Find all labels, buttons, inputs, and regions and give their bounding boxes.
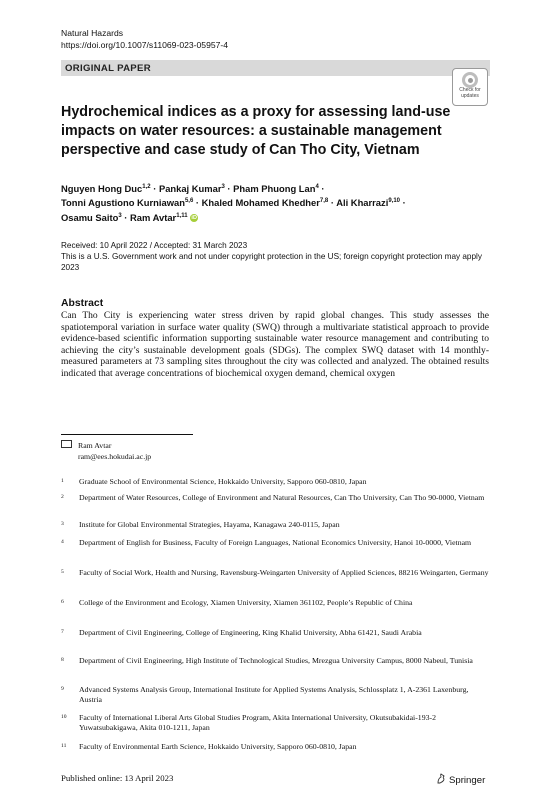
affiliation-10: 10 Faculty of International Liberal Arts Global Studies Program, Akita International University, Okutsubakidai-193-2 Yuwatsubakigawa, Akita 010-1211, Japan	[61, 713, 436, 733]
affiliation-4: 4 Department of English for Business, Faculty of Foreign Languages, National Economics University, Hanoi 10-0000, Vietnam	[61, 538, 472, 547]
corresponding-author	[61, 440, 151, 462]
published-online: Published online: 13 April 2023	[61, 773, 174, 783]
affiliation-3: 3 Institute for Global Environmental Strategies, Hayama, Kanagawa 240-0115, Japan	[61, 520, 340, 529]
author[interactable]: Osamu Saito$^3$	[61, 211, 122, 223]
doi-link[interactable]: https://doi.org/10.1007/s11069-023-05957-4	[61, 40, 229, 50]
check-for-updates-badge[interactable]	[452, 68, 488, 106]
springer-logo[interactable]	[436, 772, 485, 786]
affiliation-1: 1 Graduate School of Environmental Science, Hokkaido University, Sapporo 060-0810, Japan	[61, 477, 367, 486]
paper-title: Hydrochemical indices as a proxy for assessing land-use impacts on water resources: a sustainable management perspective and case study of Can Tho City, Vietnam	[61, 104, 451, 158]
check-updates-line2: updates	[461, 92, 479, 99]
journal-name: Natural Hazards	[61, 28, 124, 38]
affiliation-8: 8 Department of Civil Engineering, High Institute of Technological Studies, Mrezgua University Campus, 8000 Nabeul, Tunisia	[61, 656, 473, 665]
author[interactable]: Tonni Agustiono Kurniawan$^{5,6}$	[61, 197, 194, 209]
affiliation-5: 5 Faculty of Social Work, Health and Nursing, Ravensburg-Weingarten University of Applied Sciences, 88216 Weingarten, Germany	[61, 568, 489, 577]
corresponding-email[interactable]: ram@ees.hokudai.ac.jp	[78, 452, 152, 461]
orcid-icon[interactable]: iD	[191, 215, 197, 222]
footnote-rule	[61, 434, 193, 435]
author[interactable]: Khaled Mohamed Khedher$^{7,8}$	[201, 197, 329, 209]
corresponding-name: Ram Avtar	[78, 441, 112, 450]
envelope-icon	[61, 440, 72, 448]
affiliation-2: 2 Department of Water Resources, College of Environment and Natural Resources, Can Tho University, Can Tho 90-0000, Vietnam	[61, 493, 485, 502]
author[interactable]: Ram Avtar$^{1,11}$	[130, 211, 188, 223]
abstract-text: Can Tho City is experiencing water stress driven by rapid global changes. This study assesses the spatiotemporal variation in surface water quality (SWQ) through a multivariate statistical approach to provide evidence-based scientific information supporting sustainable water resource management and contributing to achieving the city’s sustainable development goals (SDGs). The complex SWQ dataset with 14 monthly-measured parameters at 73 sampling sites throughout the city was collected and analyzed. The obtained results indicated that average concentrations of biochemical oxygen demand, chemical oxygen	[61, 310, 489, 379]
author[interactable]: Pankaj Kumar$^3$	[158, 183, 225, 195]
author[interactable]: Nguyen Hong Duc$^{1,2}$	[61, 183, 151, 195]
check-updates-line1: Check for	[459, 87, 481, 93]
springer-horse-icon	[436, 773, 446, 784]
section-label: ORIGINAL PAPER	[65, 63, 151, 74]
article-dates	[61, 240, 491, 273]
abstract-heading: Abstract	[61, 298, 104, 309]
author[interactable]: Ali Kharrazi$^{9,10}$	[336, 197, 401, 209]
author-list: Nguyen Hong Duc$^{1,2}$ · Pankaj Kumar$^3$ · Pham Phuong Lan$^4$ · Tonni Agustiono Kurniawan$^{5,6}$ · Khaled Mohamed Khedher$^{7,8}$ · Ali Kharrazi$^{9,10}$ · Osamu Saito$^3$ · Ram Avtar$^{1,11}$ iD	[61, 183, 406, 223]
author[interactable]: Pham Phuong Lan$^4$	[233, 183, 319, 195]
springer-label: Springer	[449, 775, 486, 786]
check-updates-icon	[462, 72, 478, 88]
affiliation-9: 9 Advanced Systems Analysis Group, International Institute for Applied Systems Analysis, Schlossplatz 1, A-2361 Laxenburg, Austria	[61, 685, 469, 705]
section-bar	[61, 60, 490, 76]
received-accepted: Received: 10 April 2022 / Accepted: 31 March 2023	[61, 241, 248, 250]
copyright-note: This is a U.S. Government work and not under copyright protection in the US; foreign copyright protection may apply 2023	[61, 252, 482, 272]
affiliation-7: 7 Department of Civil Engineering, College of Engineering, King Khalid University, Abha 61421, Saudi Arabia	[61, 628, 422, 637]
affiliation-6: 6 College of the Environment and Ecology, Xiamen University, Xiamen 361102, People’s Republic of China	[61, 598, 413, 607]
affiliation-11: 11 Faculty of Environmental Earth Science, Hokkaido University, Sapporo 060-0810, Japan	[61, 742, 357, 751]
